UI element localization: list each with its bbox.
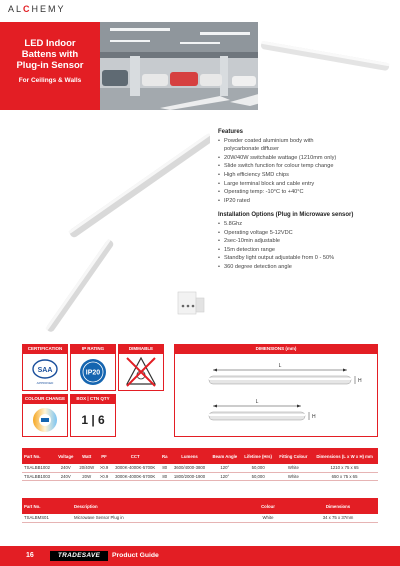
svg-text:APPROVED: APPROVED: [36, 381, 54, 385]
page-title: LED Indoor Battens with Plug-in Sensor: [16, 38, 84, 71]
options-title: Installation Options (Plug in Microwave sensor): [218, 212, 354, 219]
hero-image: [100, 22, 400, 110]
box-ctn-label: BOX | CTN QTY: [70, 394, 116, 403]
ip-rating-label: IP RATING: [70, 344, 116, 353]
option-item: • Operating voltage 5-12VDC: [218, 229, 396, 238]
feature-item: • Large terminal block and cable entry: [218, 180, 396, 189]
dimensions-label: DIMENSIONS (mm): [174, 344, 378, 353]
tradesave-logo: TRADESAVE: [50, 551, 108, 561]
table-row: TSALBB1003 240V 20W >0.9 3000K-4000K-5700K 80 1800/2000-1900 120° 50,000 White 650 x 75 x 65: [22, 472, 378, 480]
table-row: TSALBB1002 240V 20/40W >0.9 3000K-4000K-5700K 80 3600/4000-3800 120° 50,000 White 1210 x 75 x 65: [22, 464, 378, 472]
product-batten-image: [20, 122, 210, 342]
svg-text:H: H: [358, 378, 362, 384]
feature-item: • Slide switch function for colour temp change: [218, 162, 396, 171]
option-item: • 360 degree detection angle: [218, 263, 396, 272]
product-spec-table: [22, 448, 378, 481]
svg-text:SAA: SAA: [37, 367, 53, 374]
option-item: • 15m detection range: [218, 246, 396, 255]
table-header: Part No. Voltage Watt PF CCT Ra Lumens Beam Angle Lifetime (Hrs) Fitting Colour Dimensions (L x W x H) mm: [22, 448, 378, 464]
option-item: • 2sec-10min adjustable: [218, 237, 396, 246]
table-header: Part No. Description Colour Dimensions: [22, 498, 378, 514]
ip20-badge: [70, 353, 116, 391]
non-dimmable-icon: [118, 353, 164, 391]
svg-text:L: L: [255, 399, 259, 405]
features-list: [218, 137, 396, 206]
product-guide-label: Product Guide: [112, 552, 159, 559]
option-item: • 5.8Ghz: [218, 220, 396, 229]
brand-logo: ALCHEMY: [8, 4, 66, 14]
page-number: 16: [26, 552, 34, 559]
svg-text:L: L: [278, 363, 282, 369]
colour-change-icon: [22, 403, 68, 437]
feature-item: • Powder coated aluminium body with polycarbonate diffuser: [218, 137, 396, 154]
feature-item: • Operating temp: -10°C to +40°C: [218, 188, 396, 197]
saa-badge: [22, 353, 68, 391]
dimensions-diagram: [174, 353, 378, 437]
page-footer: [0, 546, 400, 566]
colour-change-label: COLOUR CHANGE: [22, 394, 68, 403]
options-list: [218, 220, 396, 272]
svg-text:H: H: [312, 414, 316, 420]
svg-text:IP20: IP20: [85, 369, 101, 377]
title-panel: [0, 22, 100, 110]
table-row: TSALBMS01 Microwave Sensor Plug in White 34 x 75 x 37mm: [22, 514, 378, 522]
box-ctn-qty: 1 | 6: [70, 403, 116, 437]
features-title: Features: [218, 129, 244, 135]
page-subtitle: For Ceilings & Walls: [18, 77, 82, 84]
option-item: • Standby light output adjustable from 0 - 50%: [218, 254, 396, 263]
features-section: [218, 128, 396, 272]
feature-item: • High efficiency SMD chips: [218, 171, 396, 180]
accessory-table: [22, 498, 378, 523]
feature-item: • 20W/40W switchable wattage (1210mm only): [218, 154, 396, 163]
feature-item: • IP20 rated: [218, 197, 396, 206]
dimmable-label: DIMMABLE: [118, 344, 164, 353]
certification-label: CERTIFICATION: [22, 344, 68, 353]
